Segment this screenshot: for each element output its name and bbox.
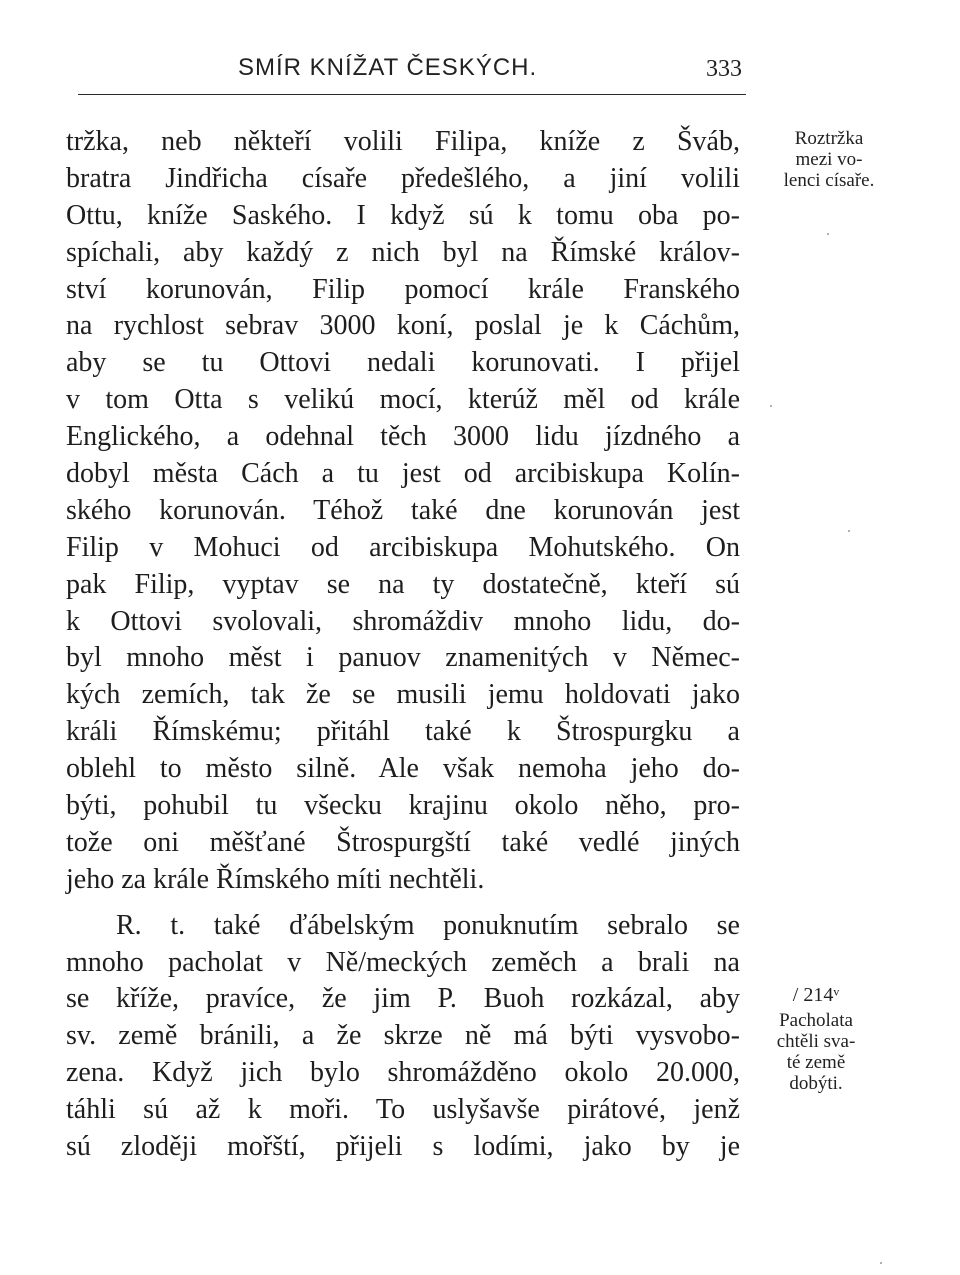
margin-note-line: dobýti. xyxy=(789,1073,843,1094)
text-line: zena. Když jich bylo shromážděno okolo 20.000, xyxy=(66,1057,740,1089)
text-line: dobyl města Cách a tu jest od arcibiskupa Kolín- xyxy=(66,458,740,490)
margin-note xyxy=(744,128,914,191)
running-title: SMÍR KNÍŽAT ČESKÝCH. xyxy=(238,54,538,81)
text-line: jeho za krále Římského míti nechtěli. xyxy=(66,863,485,895)
margin-note-line: té země xyxy=(786,1052,846,1073)
text-line: Englického, a odehnal těch 3000 lidu jízdného a xyxy=(66,421,740,453)
paper-speck xyxy=(770,405,772,407)
text-line: v tom Otta s velikú mocí, kterúž měl od krále xyxy=(66,384,740,416)
page-number: 333 xyxy=(706,56,742,82)
text-line: Ottu, kníže Saského. I když sú k tomu oba po- xyxy=(66,199,740,231)
text-line: pak Filip, vyptav se na ty dostatečně, kteří sú xyxy=(66,568,740,600)
text-line: byl mnoho měst i panuov znamenitých v Němec- xyxy=(66,642,740,674)
main-text xyxy=(66,124,740,1166)
paper-speck xyxy=(827,233,829,235)
text-line: spíchali, aby každý z nich byl na Římské králov- xyxy=(66,236,740,268)
text-line: sv. země bránili, a že skrze ně má býti vysvobo- xyxy=(66,1020,740,1052)
text-line: ského korunován. Téhož také dne korunován jest xyxy=(66,494,740,526)
text-line: na rychlost sebrav 3000 koní, poslal je k Cáchům, xyxy=(66,310,740,342)
margin-note-line: Roztržka xyxy=(794,128,864,149)
text-line: tože oni měšťané Štrospurgští také vedlé jiných xyxy=(66,826,740,858)
text-line: tržka, neb někteří volili Filipa, kníže z Šváb, xyxy=(66,126,740,157)
text-line: býti, pohubil tu všecku krajinu okolo něho, pro- xyxy=(66,790,740,822)
text-line: králi Římskému; přitáhl také k Štrospurgku a xyxy=(66,716,740,748)
running-header xyxy=(78,50,746,95)
margin-note-line: Pacholata xyxy=(779,1010,853,1031)
margin-note-line: lenci císaře. xyxy=(783,170,875,191)
text-line: Filip v Mohuci od arcibiskupa Mohutského. On xyxy=(66,531,740,563)
text-line: ství korunován, Filip pomocí krále Franského xyxy=(66,273,740,305)
text-line: oblehl to město silně. Ale však nemoha jeho do- xyxy=(66,753,740,785)
text-line: mnoho pacholat v Ně/meckých zeměch a brali na xyxy=(66,946,740,978)
text-line: aby se tu Ottovi nedali korunovati. I přijel xyxy=(66,347,740,379)
text-line: táhli sú až k moři. To uslyšavše pirátové, jenž xyxy=(66,1094,740,1126)
paper-speck xyxy=(880,1262,882,1264)
text-line: sú zloději mořští, přijeli s lodími, jako by je xyxy=(66,1131,740,1163)
paragraph-first-line: R. t. také ďábelským ponuknutím sebralo se xyxy=(116,909,740,941)
folio-marker: / 214ᵛ xyxy=(792,984,840,1006)
text-line: bratra Jindřicha císaře předešlého, a jiní volili xyxy=(66,162,740,194)
margin-note-line: mezi vo- xyxy=(795,149,863,170)
text-line: k Ottovi svolovali, shromáždiv mnoho lidu, do- xyxy=(66,605,740,637)
margin-note-line: chtěli sva- xyxy=(776,1031,856,1052)
paper-speck xyxy=(848,530,850,532)
text-line: se kříže, pravíce, že jim P. Buoh rozkázal, aby xyxy=(66,983,740,1015)
margin-note xyxy=(746,985,886,1094)
text-line: kých zemích, tak že se musili jemu holdovati jako xyxy=(66,679,740,711)
